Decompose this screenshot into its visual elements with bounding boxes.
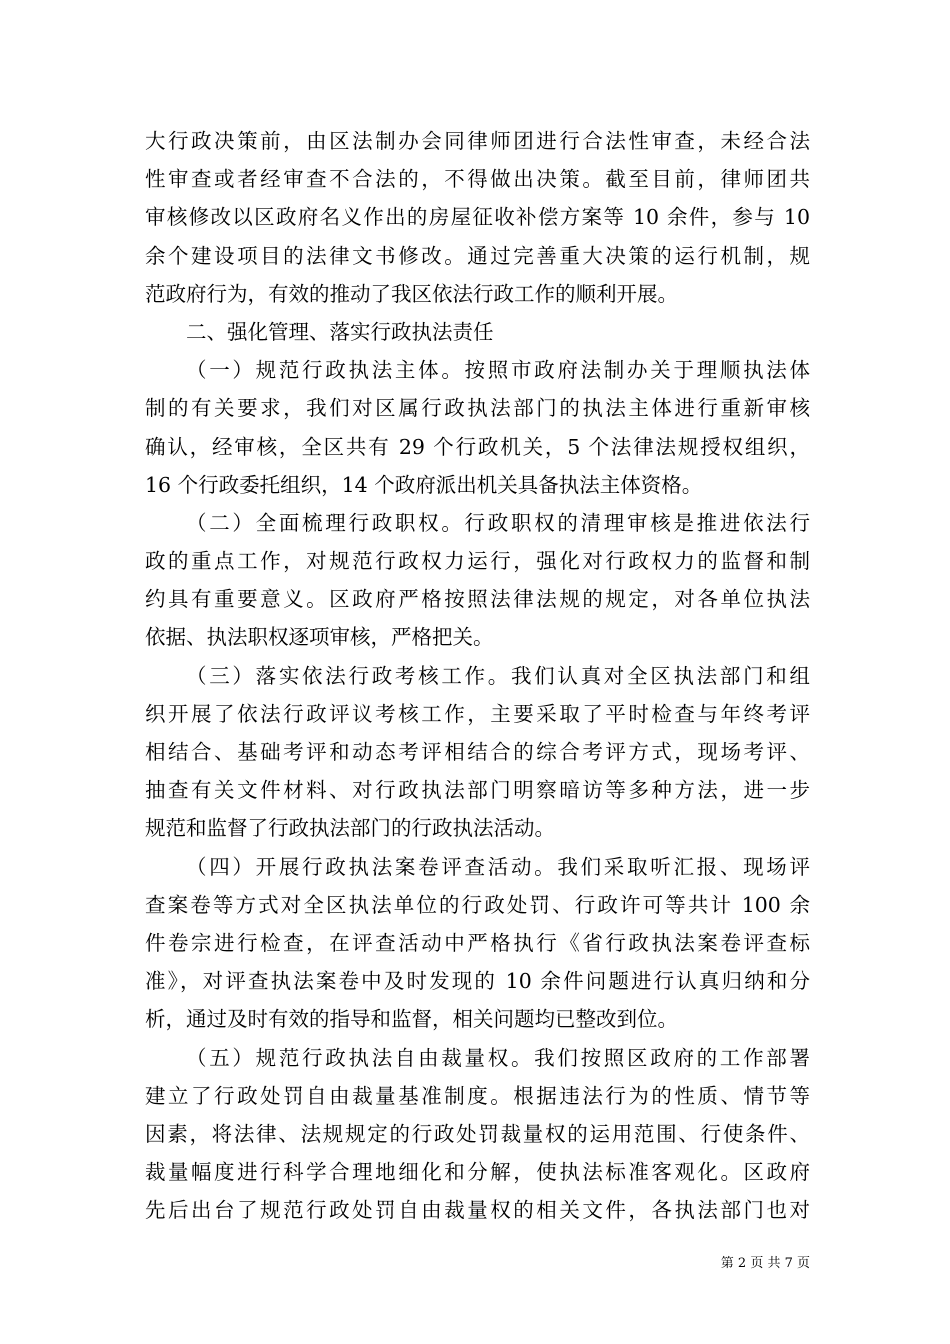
page-number: 第 2 页 共 7 页: [720, 1256, 810, 1271]
text-line: 大行政决策前，由区法制办会同律师团进行合法性审查，未经合法: [145, 129, 810, 153]
text-line: 审核修改以区政府名义作出的房屋征收补偿方案等 10 余件，参与 10: [145, 205, 810, 230]
text-line: 16 个行政委托组织，14 个政府派出机关具备执法主体资格。: [145, 472, 703, 497]
text-line: （一）规范行政执法主体。按照市政府法制办关于理顺执法体: [186, 358, 810, 383]
page-footer: [0, 1252, 950, 1276]
text-line: 裁量幅度进行科学合理地细化和分解，使执法标准客观化。区政府: [145, 1160, 810, 1185]
text-line: （二）全面梳理行政职权。行政职权的清理审核是推进依法行: [186, 510, 810, 535]
text-line: （三）落实依法行政考核工作。我们认真对全区执法部门和组: [186, 663, 810, 688]
text-line: 性审查或者经审查不合法的，不得做出决策。截至目前，律师团共: [145, 167, 810, 192]
text-line: 相结合、基础考评和动态考评相结合的综合考评方式，现场考评、: [145, 740, 810, 764]
text-line: 规范和监督了行政执法部门的行政执法活动。: [145, 816, 555, 841]
text-line: 政的重点工作，对规范行政权力运行，强化对行政权力的监督和制: [145, 549, 810, 574]
document-body: [145, 122, 810, 1229]
paragraph: [145, 122, 810, 313]
text-line: 二、强化管理、落实行政执法责任: [186, 319, 494, 344]
text-line: （四）开展行政执法案卷评查活动。我们采取听汇报、现场评: [186, 854, 810, 879]
text-line: 依据、执法职权逐项审核，严格把关。: [145, 625, 494, 650]
text-line: 范政府行为，有效的推动了我区依法行政工作的顺利开展。: [145, 281, 678, 306]
text-line: 织开展了依法行政评议考核工作，主要采取了平时检查与年终考评: [145, 701, 810, 726]
text-line: 准》，对评查执法案卷中及时发现的 10 余件问题进行认真归纳和分: [145, 969, 810, 994]
text-line: 因素，将法律、法规规定的行政处罚裁量权的运用范围、行使条件、: [145, 1121, 810, 1146]
paragraph: [145, 1039, 810, 1230]
text-line: 建立了行政处罚自由裁量基准制度。根据违法行为的性质、情节等: [145, 1083, 810, 1108]
text-line: 制的有关要求，我们对区属行政执法部门的执法主体进行重新审核: [145, 396, 810, 421]
paragraph: [145, 848, 810, 1039]
text-line: 查案卷等方式对全区执法单位的行政处罚、行政许可等共计 100 余: [145, 892, 810, 917]
paragraph: [145, 313, 810, 351]
text-line: 确认，经审核，全区共有 29 个行政机关，5 个法律法规授权组织，: [145, 434, 810, 459]
text-line: 余个建设项目的法律文书修改。通过完善重大决策的运行机制，规: [145, 243, 810, 268]
paragraph: [145, 657, 810, 848]
text-line: 先后出台了规范行政处罚自由裁量权的相关文件，各执法部门也对: [145, 1198, 810, 1223]
paragraph: [145, 351, 810, 504]
text-line: （五）规范行政执法自由裁量权。我们按照区政府的工作部署: [186, 1045, 810, 1070]
text-line: 析，通过及时有效的指导和监督，相关问题均已整改到位。: [145, 1007, 678, 1032]
paragraph: [145, 504, 810, 657]
text-line: 约具有重要意义。区政府严格按照法律法规的规定，对各单位执法: [145, 587, 810, 612]
text-line: 抽查有关文件材料、对行政执法部门明察暗访等多种方法，进一步: [145, 778, 810, 803]
text-line: 件卷宗进行检查，在评查活动中严格执行《省行政执法案卷评查标: [145, 930, 810, 955]
